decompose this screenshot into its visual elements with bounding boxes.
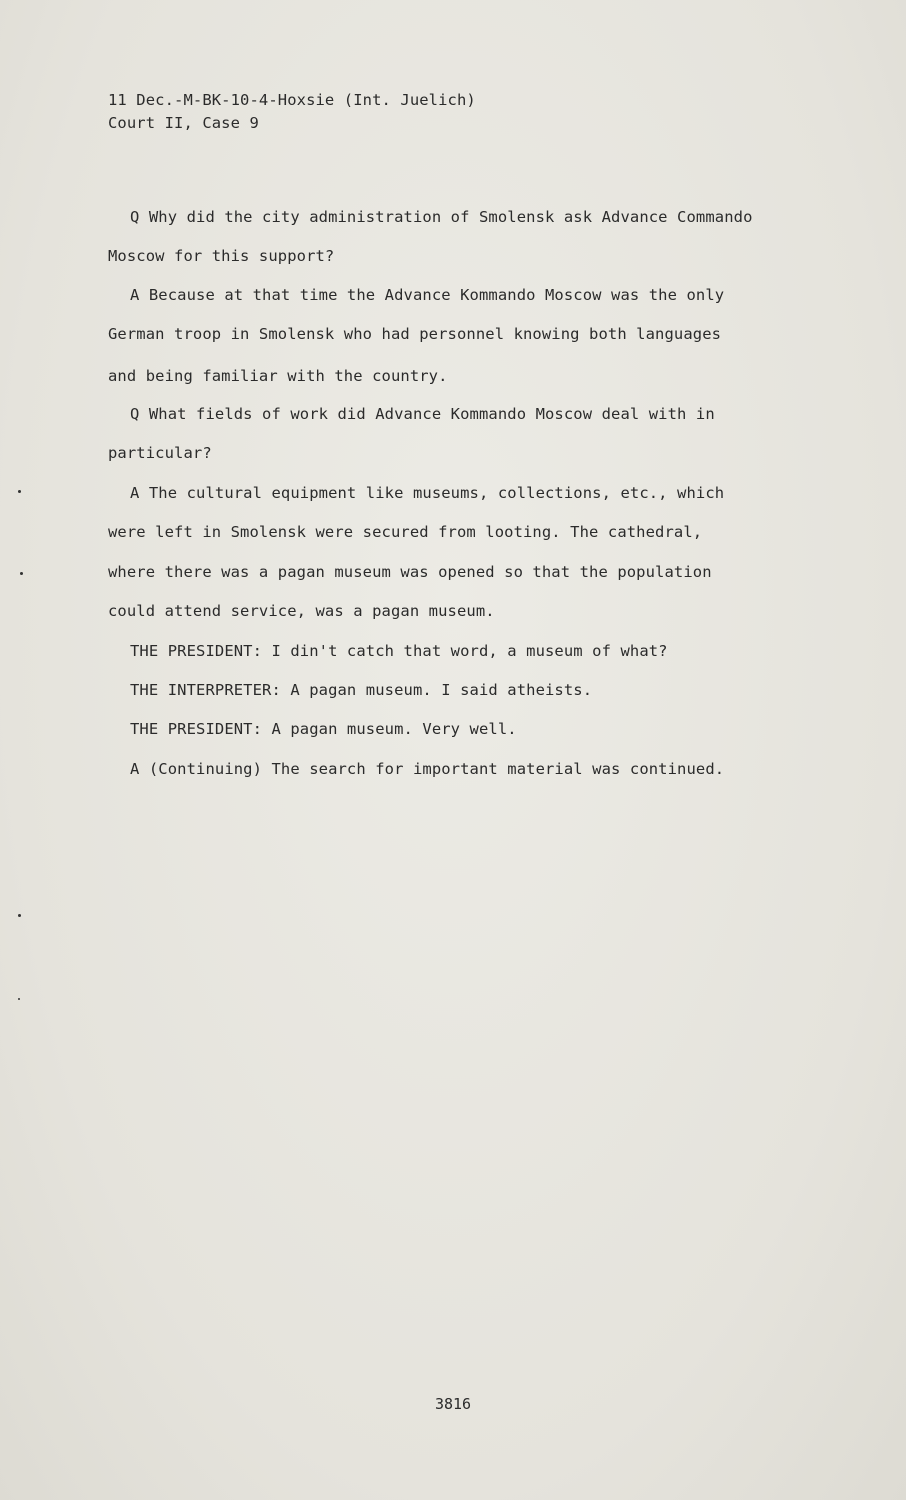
text-line: A Because at that time the Advance Kommando Moscow was the only xyxy=(130,286,725,304)
margin-speck xyxy=(18,914,21,917)
text-line: German troop in Smolensk who had personnel knowing both languages xyxy=(108,325,722,343)
text-line: and being familiar with the country. xyxy=(108,367,448,385)
text-line: Q Why did the city administration of Smolensk ask Advance Commando xyxy=(130,208,753,226)
margin-speck xyxy=(20,572,23,575)
text-line: Moscow for this support? xyxy=(108,247,335,265)
text-line: could attend service, was a pagan museum. xyxy=(108,602,495,620)
margin-speck xyxy=(18,998,20,1000)
text-line: Q What fields of work did Advance Kommando Moscow deal with in xyxy=(130,405,715,423)
text-line: A (Continuing) The search for important material was continued. xyxy=(130,760,725,778)
text-line: THE PRESIDENT: A pagan museum. Very well. xyxy=(130,720,517,738)
header-line-2: Court II, Case 9 xyxy=(108,114,259,132)
header-line-1: 11 Dec.-M-BK-10-4-Hoxsie (Int. Juelich) xyxy=(108,91,476,109)
text-line: THE INTERPRETER: A pagan museum. I said atheists. xyxy=(130,681,593,699)
text-line: where there was a pagan museum was opened so that the population xyxy=(108,563,712,581)
text-line: particular? xyxy=(108,444,212,462)
text-line: A The cultural equipment like museums, collections, etc., which xyxy=(130,484,725,502)
text-line: THE PRESIDENT: I din't catch that word, a museum of what? xyxy=(130,642,668,660)
page-number: 3816 xyxy=(434,1395,472,1413)
text-line: were left in Smolensk were secured from looting. The cathedral, xyxy=(108,523,703,541)
margin-speck xyxy=(18,490,21,493)
